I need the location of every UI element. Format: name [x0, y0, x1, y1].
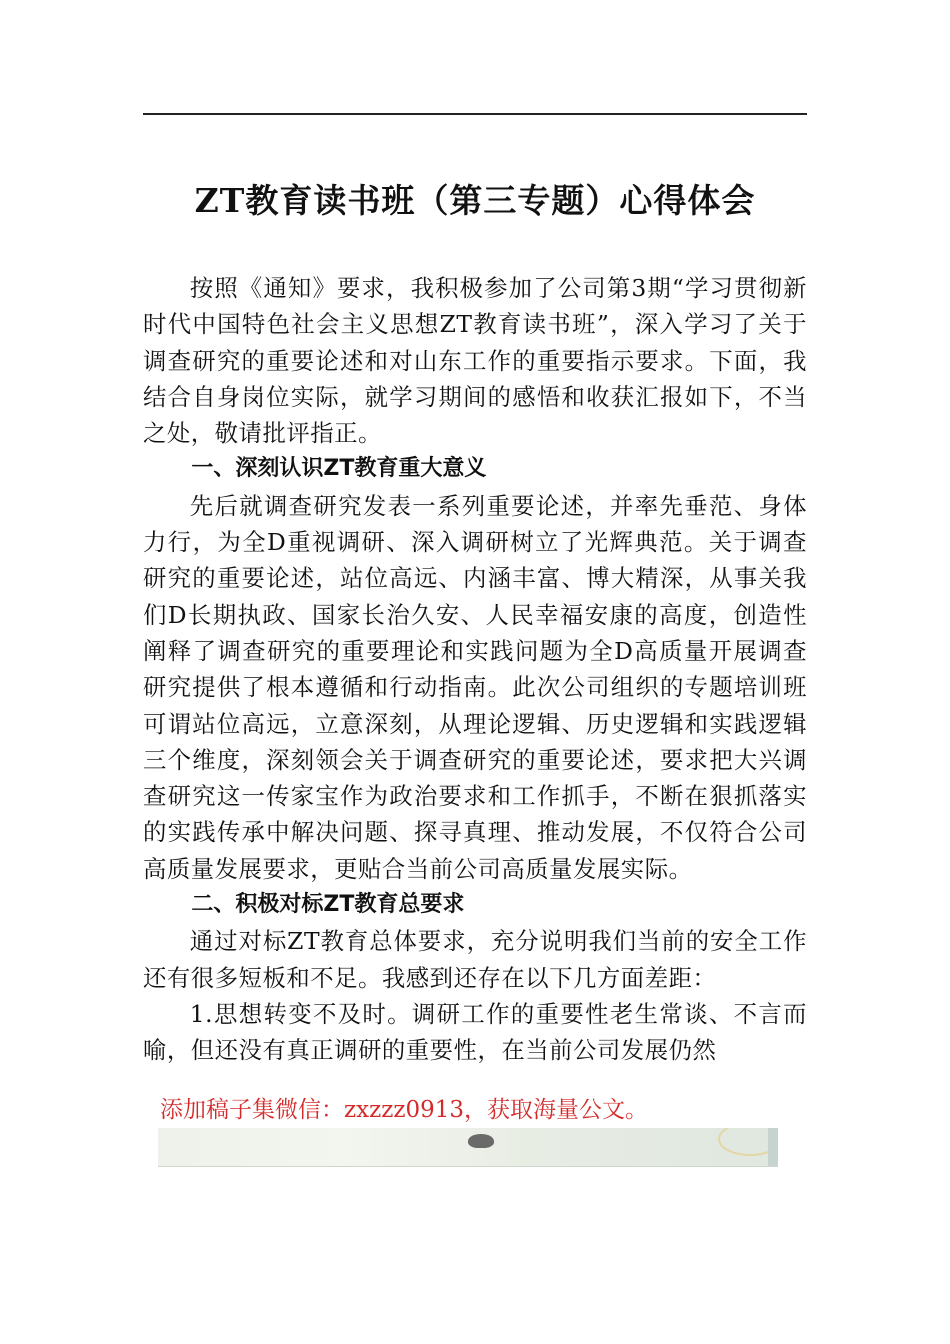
document-body [143, 270, 807, 1069]
paragraph-intro: 按照《通知》要求，我积极参加了公司第3期“学习贯彻新时代中国特色社会主义思想ZT教育读书班”，深入学习了关于调查研究的重要论述和对山东工作的重要指示要求。下面，我结合自身岗位实际，就学习期间的感悟和收获汇报如下，不当之处，敬请批评指正。 [143, 274, 807, 448]
paragraph-section-1: 先后就调查研究发表一系列重要论述，并率先垂范、身体力行，为全D重视调研、深入调研树立了光辉典范。关于调查研究的重要论述，站位高远、内涵丰富、博大精深，从事关我们D长期执政、国家长治久安、人民幸福安康的高度，创造性阐释了调查研究的重要理论和实践问题为全D高质量开展调查研究提供了根本遵循和行动指南。此次公司组织的专题培训班可谓站位高远，立意深刻，从理论逻辑、历史逻辑和实践逻辑三个维度，深刻领会关于调查研究的重要论述，要求把大兴调查研究这一传家宝作为政治要求和工作抓手，不断在狠抓落实的实践传承中解决问题、探寻真理、推动发展，不仅符合公司高质量发展要求，更贴合当前公司高质量发展实际。 [143, 491, 807, 883]
bird-icon [468, 1134, 494, 1148]
header-rule [143, 113, 807, 115]
section-heading-2: 二、积极对标ZT教育总要求 [191, 892, 465, 918]
document-title: ZT教育读书班（第三专题）心得体会 [194, 181, 756, 220]
paragraph-section-2: 通过对标ZT教育总体要求，充分说明我们当前的安全工作还有很多短板和不足。我感到还存在以下几方面差距： [143, 927, 807, 992]
paragraph-point-1: 1.思想转变不及时。调研工作的重要性老生常谈、不言而喻，但还没有真正调研的重要性，在当前公司发展仍然 [143, 999, 807, 1065]
section-heading-1: 一、深刻认识ZT教育重大意义 [191, 456, 487, 482]
banner-edge [768, 1128, 778, 1166]
ad-banner-image [158, 1128, 778, 1167]
ad-notice: 添加稿子集微信：zxzzz0913，获取海量公文。 [160, 1097, 648, 1123]
